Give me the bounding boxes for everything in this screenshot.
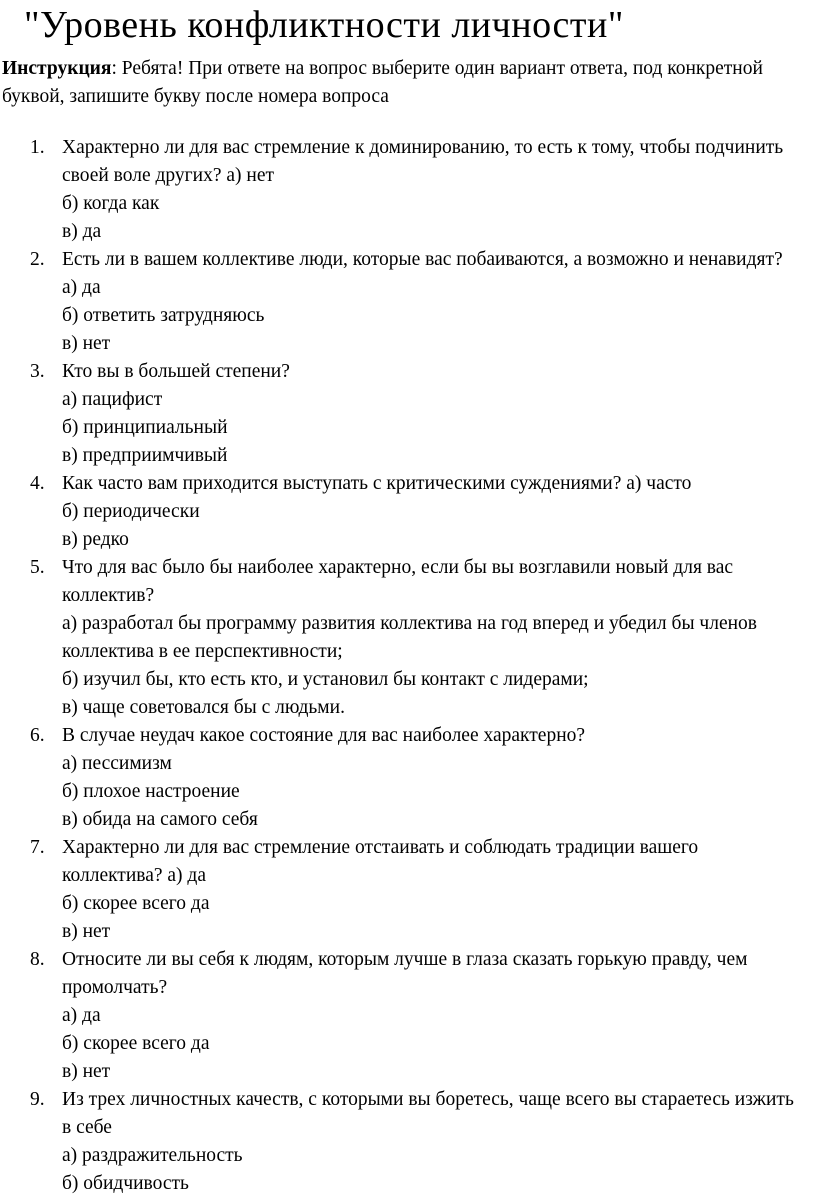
question-number: 1. [30, 137, 45, 158]
answer-option: в) да [62, 221, 102, 242]
answer-option: а) пессимизм [62, 753, 172, 774]
answer-option: б) изучил бы, кто есть кто, и установил бы контакт с лидерами; [62, 669, 589, 690]
answer-option: в) редко [62, 529, 129, 550]
answer-option: б) плохое настроение [62, 781, 240, 802]
answer-option: а) пацифист [62, 389, 163, 410]
question-8 [0, 946, 816, 1086]
question-number: 2. [30, 249, 45, 270]
question-3 [0, 358, 816, 470]
question-6 [0, 722, 816, 834]
question-number: 9. [30, 1089, 45, 1110]
question-number: 3. [30, 361, 45, 382]
question-7 [0, 834, 816, 946]
answer-option: б) периодически [62, 501, 200, 522]
question-text: Характерно ли для вас стремление к доминированию, то есть к тому, чтобы подчинить своей воле других? а) нет [62, 137, 784, 186]
answer-option: б) скорее всего да [62, 893, 210, 914]
question-number: 8. [30, 949, 45, 970]
question-1 [0, 134, 816, 246]
answer-option: б) обидчивость [62, 1173, 189, 1194]
question-text: Относите ли вы себя к людям, которым лучше в глаза сказать горькую правду, чем промолчать? [62, 949, 748, 998]
answer-option: а) разработал бы программу развития коллектива на год вперед и убедил бы членов коллектива в ее перспективности; [62, 613, 758, 662]
answer-option: в) обида на самого себя [62, 809, 258, 830]
question-number: 5. [30, 557, 45, 578]
instruction-paragraph [2, 55, 802, 111]
document-title: "Уровень конфликтности личности" [24, 4, 624, 46]
question-list [0, 134, 816, 1198]
question-number: 7. [30, 837, 45, 858]
answer-option: в) нет [62, 333, 111, 354]
instruction-label: Инструкция [2, 58, 112, 79]
answer-option: в) нет [62, 921, 111, 942]
question-text: Кто вы в большей степени? [62, 361, 290, 382]
question-text: Что для вас было бы наиболее характерно, если бы вы возглавили новый для вас коллектив? [62, 557, 734, 606]
answer-option: б) ответить затрудняюсь [62, 305, 265, 326]
answer-option: б) скорее всего да [62, 1033, 210, 1054]
question-text: Как часто вам приходится выступать с критическими суждениями? а) часто [62, 473, 692, 494]
question-text: Из трех личностных качеств, с которыми вы боретесь, чаще всего вы стараетесь изжить в себе [62, 1089, 794, 1138]
instruction-text: : Ребята! При ответе на вопрос выберите один вариант ответа, под конкретной буквой, запишите букву после номера вопроса [2, 58, 763, 107]
question-5 [0, 554, 816, 722]
answer-option: б) когда как [62, 193, 160, 214]
question-number: 6. [30, 725, 45, 746]
question-2 [0, 246, 816, 358]
answer-option: а) раздражительность [62, 1145, 243, 1166]
question-4 [0, 470, 816, 554]
question-text: Характерно ли для вас стремление отстаивать и соблюдать традиции вашего коллектива? а) да [62, 837, 699, 886]
question-text: Есть ли в вашем коллективе люди, которые вас побаиваются, а возможно и ненавидят? а) да [62, 249, 783, 298]
answer-option: а) да [62, 1005, 101, 1026]
question-number: 4. [30, 473, 45, 494]
question-text: В случае неудач какое состояние для вас наиболее характерно? [62, 725, 586, 746]
answer-option: в) нет [62, 1061, 111, 1082]
answer-option: в) чаще советовался бы с людьми. [62, 697, 345, 718]
answer-option: в) предприимчивый [62, 445, 228, 466]
question-9 [0, 1086, 816, 1198]
answer-option: б) принципиальный [62, 417, 228, 438]
